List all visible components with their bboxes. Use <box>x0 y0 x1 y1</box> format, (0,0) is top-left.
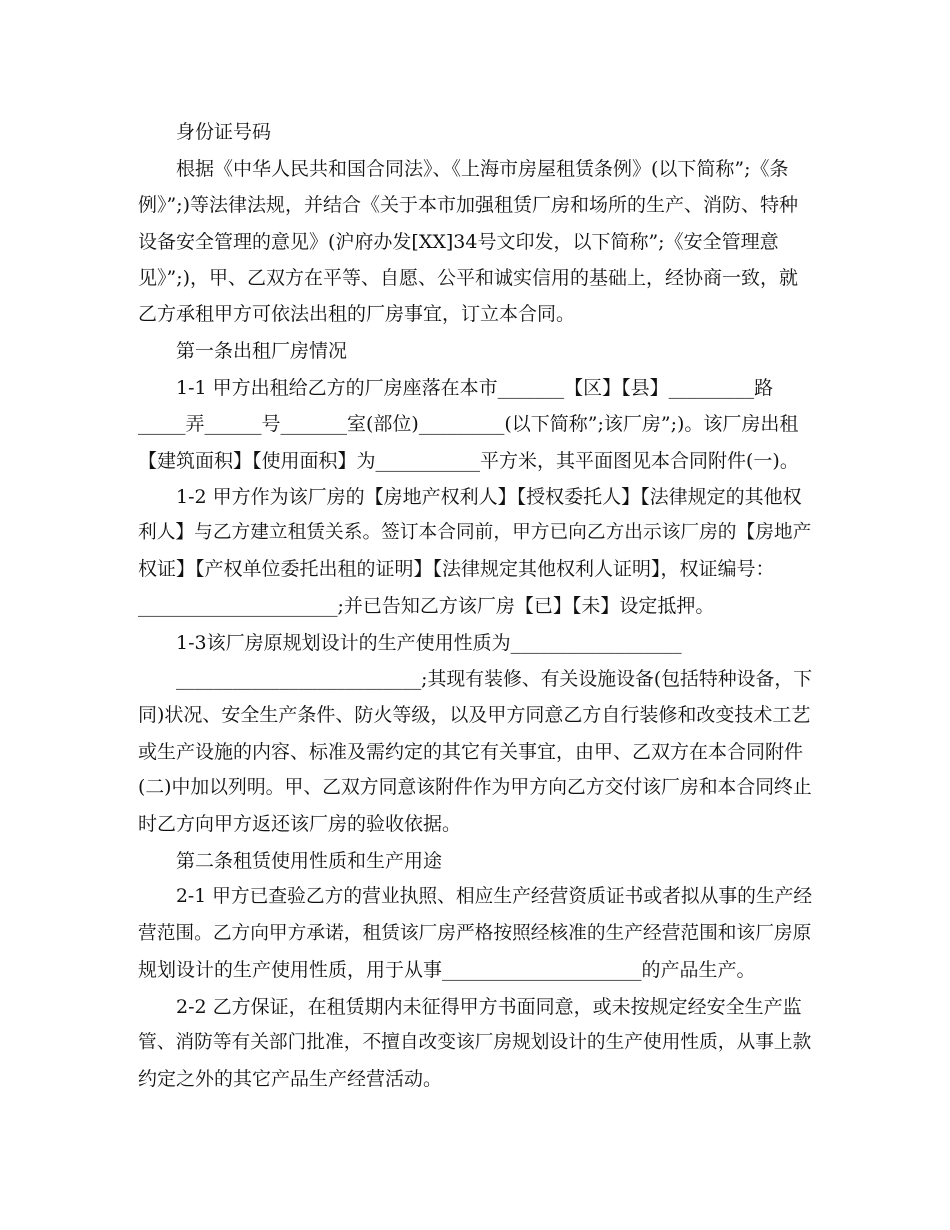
text-line <box>0 922 950 946</box>
text-line <box>0 193 950 217</box>
line-text: 营范围。乙方向甲方承诺，租赁该厂房严格按照经核准的生产经营范围和该厂房原 <box>138 923 812 944</box>
line-text: 身份证号码 <box>176 121 272 143</box>
line-text: _____________________;并已告知乙方该厂房【已】【未】设定抵押。 <box>138 595 715 617</box>
text-line <box>0 1031 950 1055</box>
heading-text: 第二条租赁使用性质和生产用途 <box>176 850 443 872</box>
text-line <box>0 740 950 764</box>
line-text: 乙方承租甲方可依法出租的厂房事宜，订立本合同。 <box>138 303 576 325</box>
line-text: 2-2 乙方保证，在租赁期内未征得甲方书面同意，或未按规定经安全生产监 <box>176 996 802 1018</box>
text-line <box>0 776 950 800</box>
heading-text: 第一条出租厂房情况 <box>176 340 348 362</box>
text-line <box>0 594 950 618</box>
text-line <box>0 266 950 290</box>
line-text: 1-1 甲方出租给乙方的厂房座落在本市_______【区】【县】_________路 <box>176 377 774 399</box>
text-line <box>0 302 950 326</box>
text-line <box>0 1067 950 1091</box>
line-text: (二)中加以列明。甲、乙双方同意该附件作为甲方向乙方交付该厂房和本合同终止 <box>138 777 812 798</box>
text-line <box>0 485 950 509</box>
line-text: 【建筑面积】【使用面积】为___________平方米，其平面图见本合同附件(一)。 <box>138 450 799 472</box>
text-line <box>0 631 950 655</box>
line-text: 例》”;)等法律法规，并结合《关于本市加强租赁厂房和场所的生产、消防、特种 <box>138 194 799 216</box>
line-text: 利人】与乙方建立租赁关系。签订本合同前，甲方已向乙方出示该厂房的【房地产 <box>138 522 812 543</box>
line-text: 约定之外的其它产品生产经营活动。 <box>138 1068 443 1090</box>
line-text: 设备安全管理的意见》(沪府办发[XX]34号文印发，以下简称”;《安全管理意 <box>138 231 779 253</box>
line-text: 权证】【产权单位委托出租的证明】【法律规定其他权利人证明】，权证编号： <box>138 558 775 580</box>
line-text: 2-1 甲方已查验乙方的营业执照、相应生产经营资质证书或者拟从事的生产经 <box>176 886 813 907</box>
text-line <box>0 376 950 400</box>
text-line <box>0 157 950 181</box>
text-line <box>0 703 950 727</box>
text-line <box>0 230 950 254</box>
text-line <box>0 449 950 473</box>
text-line <box>0 412 950 436</box>
text-line <box>0 812 950 836</box>
text-line <box>0 667 950 691</box>
text-line <box>0 120 950 144</box>
section-heading <box>0 339 950 363</box>
line-text: 管、消防等有关部门批准，不擅自改变该厂房规划设计的生产使用性质，从事上款 <box>138 1032 812 1053</box>
text-line <box>0 557 950 581</box>
line-text: 时乙方向甲方返还该厂房的验收依据。 <box>138 813 462 835</box>
line-text: 或生产设施的内容、标准及需约定的其它有关事宜，由甲、乙双方在本合同附件 <box>138 741 804 763</box>
section-heading <box>0 849 950 873</box>
line-text: 1-3该厂房原规划设计的生产使用性质为__________________ <box>176 632 682 654</box>
text-line <box>0 995 950 1019</box>
line-text: 根据《中华人民共和国合同法》、《上海市房屋租赁条例》(以下简称”;《条 <box>176 158 789 180</box>
line-text: _____弄______号_______室(部位)_________(以下简称”;该厂房”;)。该厂房出租 <box>138 413 799 435</box>
line-text: 1-2 甲方作为该厂房的【房地产权利人】【授权委托人】【法律规定的其他权 <box>176 486 802 508</box>
text-line <box>0 885 950 909</box>
line-text: 见》”;)，甲、乙双方在平等、自愿、公平和诚实信用的基础上，经协商一致，就 <box>138 267 799 289</box>
line-text: __________________________;其现有装修、有关设施设备(包括特种设备，下 <box>176 668 813 690</box>
line-text: 规划设计的生产使用性质，用于从事_____________________的产品生产。 <box>138 959 756 981</box>
text-line <box>0 958 950 982</box>
text-line <box>0 521 950 545</box>
line-text: 同)状况、安全生产条件、防火等级，以及甲方同意乙方自行装修和改变技术工艺 <box>138 704 811 726</box>
